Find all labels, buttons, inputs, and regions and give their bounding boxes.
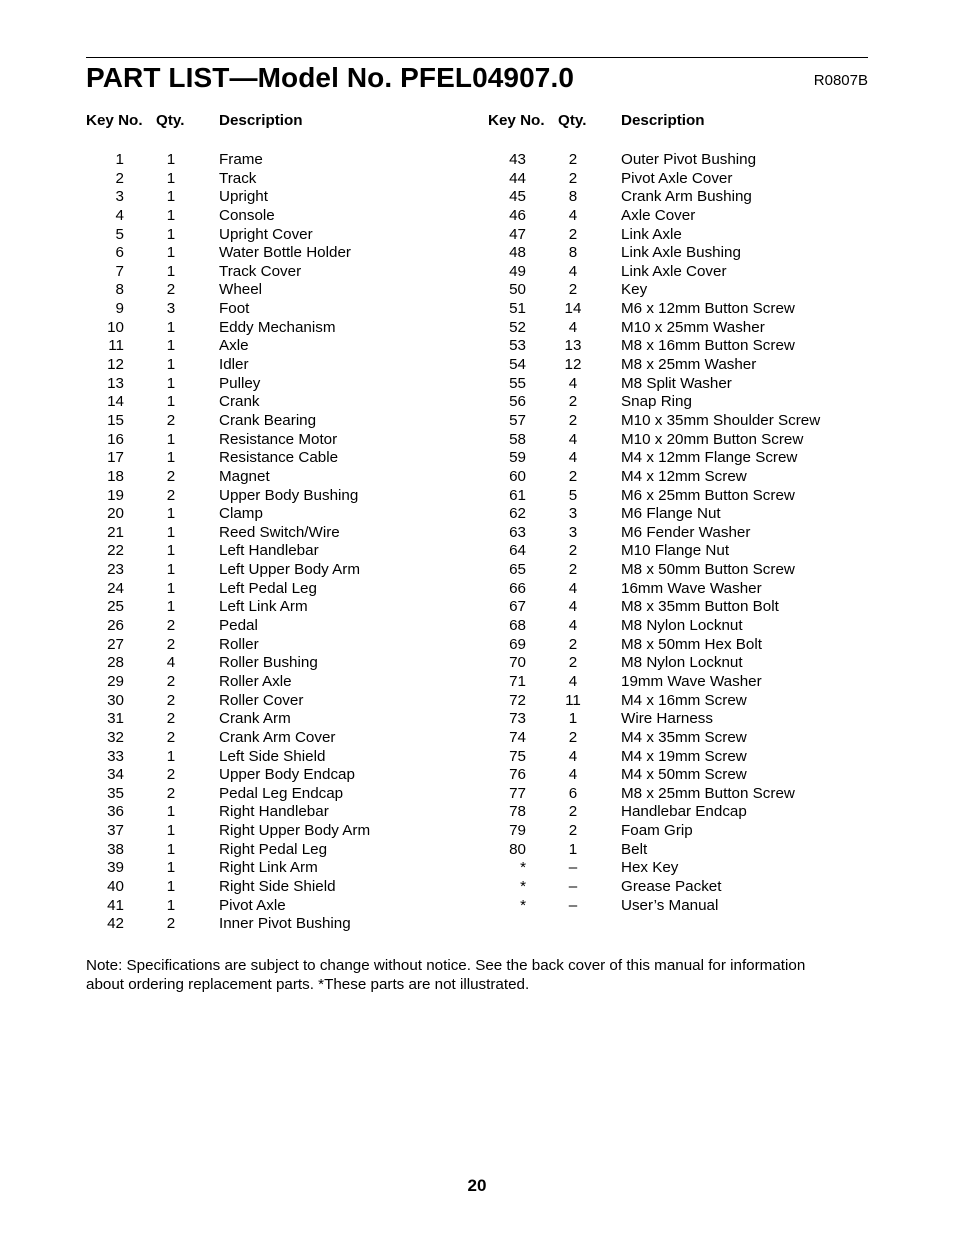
part-key: 6: [115, 244, 124, 262]
part-key: 62: [509, 505, 526, 523]
part-description: M8 x 35mm Button Bolt: [621, 598, 779, 616]
part-qty: 2: [568, 281, 578, 299]
part-key: 35: [107, 784, 124, 802]
part-qty: 2: [166, 691, 176, 709]
part-description: M4 x 12mm Flange Screw: [621, 449, 798, 467]
part-key: 65: [509, 561, 526, 579]
part-description: Inner Pivot Bushing: [219, 915, 351, 933]
part-key: 56: [509, 393, 526, 411]
part-description: Upper Body Bushing: [219, 486, 359, 504]
description-header: Description: [621, 112, 705, 129]
part-qty: 2: [166, 635, 176, 653]
part-key: 11: [108, 337, 124, 355]
page-number: 20: [467, 1176, 487, 1195]
part-description: Crank Arm Bushing: [621, 188, 752, 206]
part-description: Wire Harness: [621, 710, 713, 728]
part-description: Grease Packet: [621, 877, 722, 895]
part-qty: 4: [568, 449, 578, 467]
part-key: 54: [509, 356, 526, 374]
part-key: 44: [509, 169, 526, 187]
part-qty: 4: [166, 654, 176, 672]
part-qty: 1: [166, 896, 176, 914]
part-qty: 1: [166, 877, 176, 895]
part-qty: 4: [568, 579, 578, 597]
part-description: Pivot Axle Cover: [621, 169, 733, 187]
part-qty: 2: [166, 617, 176, 635]
part-qty: 1: [166, 188, 176, 206]
part-description: Left Pedal Leg: [219, 579, 317, 597]
top-rule: [86, 57, 868, 58]
part-qty: 3: [568, 505, 578, 523]
part-description: M8 Nylon Locknut: [621, 617, 743, 635]
part-qty: 2: [166, 411, 176, 429]
part-description: Track Cover: [219, 262, 302, 280]
part-key: 12: [107, 356, 124, 374]
part-description: Crank: [219, 393, 260, 411]
part-qty: 1: [166, 206, 176, 224]
part-description: M10 x 20mm Button Screw: [621, 430, 804, 448]
part-key: 38: [107, 840, 124, 858]
part-description: M4 x 50mm Screw: [621, 766, 747, 784]
part-qty: 2: [568, 822, 578, 840]
part-key: 75: [509, 747, 526, 765]
part-description: M6 Fender Washer: [621, 523, 751, 541]
part-description: Outer Pivot Bushing: [621, 151, 757, 168]
part-qty: 2: [166, 281, 176, 299]
part-description: Upper Body Endcap: [219, 766, 355, 784]
part-qty: 2: [568, 542, 578, 560]
part-qty: 2: [166, 672, 176, 690]
part-qty: 1: [166, 822, 176, 840]
part-description: Upright: [219, 188, 268, 206]
part-description: M4 x 19mm Screw: [621, 747, 747, 765]
part-description: Console: [219, 206, 275, 224]
part-qty: 4: [568, 206, 578, 224]
part-key: 23: [107, 561, 124, 579]
part-description: Handlebar Endcap: [621, 803, 747, 821]
part-key: *: [520, 877, 526, 895]
part-description: Hex Key: [621, 859, 679, 877]
part-description: M10 Flange Nut: [621, 542, 730, 560]
part-qty: 1: [166, 244, 176, 262]
part-key: 48: [509, 244, 526, 262]
part-qty: 4: [568, 262, 578, 280]
part-qty: 5: [568, 486, 578, 504]
part-qty: 4: [568, 672, 578, 690]
part-key: 16: [107, 430, 124, 448]
part-key: 5: [115, 225, 124, 243]
part-key: 71: [509, 672, 526, 690]
part-qty: 8: [568, 244, 578, 262]
part-description: Roller Axle: [219, 672, 292, 690]
part-description: M4 x 12mm Screw: [621, 467, 747, 485]
part-qty: 4: [568, 318, 578, 336]
part-description: Link Axle Bushing: [621, 244, 741, 262]
part-qty: 2: [568, 728, 578, 746]
part-description: 19mm Wave Washer: [621, 672, 762, 690]
part-qty: 2: [568, 393, 578, 411]
qty-header: Qty.: [558, 112, 587, 129]
part-qty: 3: [568, 523, 578, 541]
part-description: M6 Flange Nut: [621, 505, 721, 523]
part-description: Pedal: [219, 617, 258, 635]
part-key: 67: [509, 598, 526, 616]
part-description: Link Axle: [621, 225, 682, 243]
part-description: Clamp: [219, 505, 263, 523]
part-description: Resistance Motor: [219, 430, 338, 448]
part-qty: 12: [564, 356, 582, 374]
key-header: Key No.: [488, 112, 545, 129]
part-qty: 2: [166, 467, 176, 485]
part-key: 59: [509, 449, 526, 467]
part-key: 61: [509, 486, 526, 504]
part-key: 10: [107, 318, 124, 336]
part-qty: 1: [166, 542, 176, 560]
part-description: Wheel: [219, 281, 263, 299]
part-description: Right Upper Body Arm: [219, 822, 371, 840]
part-key: 76: [509, 766, 526, 784]
part-qty: 2: [166, 784, 176, 802]
part-qty: 1: [166, 318, 176, 336]
qty-header: Qty.: [156, 112, 185, 129]
part-key: 18: [107, 467, 124, 485]
part-description: Crank Bearing: [219, 411, 317, 429]
part-qty: 1: [166, 262, 176, 280]
part-description: Left Upper Body Arm: [219, 561, 360, 579]
part-key: 58: [509, 430, 526, 448]
part-key: 39: [107, 859, 124, 877]
part-qty: 1: [568, 840, 578, 858]
part-qty: 6: [568, 784, 578, 802]
part-key: 60: [509, 467, 526, 485]
part-description: Reed Switch/Wire: [219, 523, 340, 541]
part-key: 20: [107, 505, 124, 523]
part-description: Crank Arm Cover: [219, 728, 336, 746]
part-key: 57: [509, 411, 526, 429]
part-description: Pedal Leg Endcap: [219, 784, 344, 802]
part-description: Belt: [621, 840, 648, 858]
part-key: 31: [107, 710, 124, 728]
part-key: 80: [509, 840, 526, 858]
part-key: 29: [107, 672, 124, 690]
part-qty: 1: [166, 430, 176, 448]
part-key: *: [520, 896, 526, 914]
part-qty: –: [568, 859, 578, 877]
part-description: Pivot Axle: [219, 896, 286, 914]
part-key: 27: [107, 635, 124, 653]
part-key: 17: [107, 449, 124, 467]
part-key: 25: [107, 598, 124, 616]
part-key: 15: [107, 411, 124, 429]
part-qty: 1: [166, 356, 176, 374]
key-header: Key No.: [86, 112, 143, 129]
part-key: 22: [107, 542, 124, 560]
part-description: Link Axle Cover: [621, 262, 727, 280]
part-qty: 2: [568, 654, 578, 672]
part-description: 16mm Wave Washer: [621, 579, 762, 597]
part-qty: 4: [568, 598, 578, 616]
part-key: 49: [509, 262, 526, 280]
part-qty: 4: [568, 766, 578, 784]
part-qty: 1: [166, 579, 176, 597]
part-key: 53: [509, 337, 526, 355]
note-text: Note: Specifications are subject to change without notice. See the back cover of this manual for information about ordering replacement parts. *These parts are not illustrated.: [86, 957, 806, 993]
part-description: Right Link Arm: [219, 859, 318, 877]
part-description: M4 x 16mm Screw: [621, 691, 747, 709]
part-qty: 2: [166, 710, 176, 728]
part-qty: 2: [568, 411, 578, 429]
part-key: 4: [115, 206, 124, 224]
part-key: 43: [509, 151, 526, 168]
part-description: M10 x 25mm Washer: [621, 318, 765, 336]
part-qty: 2: [568, 803, 578, 821]
part-key: 72: [509, 691, 526, 709]
part-key: 26: [107, 617, 124, 635]
part-description: Frame: [219, 151, 263, 168]
part-qty: 1: [166, 151, 176, 168]
part-description: M8 Split Washer: [621, 374, 732, 392]
part-key: 68: [509, 617, 526, 635]
part-description: Right Pedal Leg: [219, 840, 328, 858]
part-key: 40: [107, 877, 124, 895]
part-qty: 4: [568, 617, 578, 635]
part-qty: 4: [568, 430, 578, 448]
part-qty: 1: [166, 337, 176, 355]
part-description: Roller: [219, 635, 259, 653]
part-key: 14: [107, 393, 124, 411]
part-key: 36: [107, 803, 124, 821]
part-qty: 1: [166, 393, 176, 411]
part-description: Idler: [219, 356, 249, 374]
part-description: M4 x 35mm Screw: [621, 728, 747, 746]
part-qty: 1: [166, 859, 176, 877]
part-qty: 13: [564, 337, 582, 355]
part-key: 33: [107, 747, 124, 765]
part-key: 78: [509, 803, 526, 821]
part-key: 7: [115, 262, 124, 280]
part-description: Resistance Cable: [219, 449, 339, 467]
part-key: 13: [107, 374, 124, 392]
part-description: Right Side Shield: [219, 877, 336, 895]
part-key: 52: [509, 318, 526, 336]
part-qty: 1: [166, 169, 176, 187]
part-qty: 2: [568, 561, 578, 579]
part-description: Crank Arm: [219, 710, 291, 728]
part-key: 41: [107, 896, 124, 914]
part-key: 34: [107, 766, 124, 784]
document-code: R0807B: [813, 72, 868, 89]
part-qty: 1: [166, 561, 176, 579]
part-qty: 2: [568, 151, 578, 168]
part-description: Snap Ring: [621, 393, 692, 411]
part-description: Key: [621, 281, 648, 299]
part-qty: 2: [166, 766, 176, 784]
part-qty: 14: [564, 300, 582, 318]
part-qty: 1: [166, 598, 176, 616]
part-qty: –: [568, 896, 578, 914]
part-qty: 8: [568, 188, 578, 206]
part-key: 50: [509, 281, 526, 299]
part-qty: 1: [166, 523, 176, 541]
part-qty: 2: [166, 728, 176, 746]
part-description: Eddy Mechanism: [219, 318, 336, 336]
part-qty: 1: [568, 710, 578, 728]
part-key: 30: [107, 691, 124, 709]
part-key: 19: [107, 486, 124, 504]
part-key: 8: [115, 281, 124, 299]
part-key: 74: [509, 728, 526, 746]
part-key: 66: [509, 579, 526, 597]
part-key: 73: [509, 710, 526, 728]
part-key: 24: [107, 579, 124, 597]
part-description: Roller Bushing: [219, 654, 318, 672]
part-qty: 4: [568, 747, 578, 765]
part-qty: 2: [568, 635, 578, 653]
part-key: 2: [115, 169, 124, 187]
part-description: Left Handlebar: [219, 542, 319, 560]
part-description: Track: [219, 169, 257, 187]
part-description: Roller Cover: [219, 691, 304, 709]
part-description: Axle Cover: [621, 206, 696, 224]
part-key: 63: [509, 523, 526, 541]
part-key: 79: [509, 822, 526, 840]
part-description: Left Link Arm: [219, 598, 308, 616]
part-description: M8 x 16mm Button Screw: [621, 337, 795, 355]
part-description: M8 x 25mm Button Screw: [621, 784, 795, 802]
part-description: Foam Grip: [621, 822, 693, 840]
part-description: M8 x 25mm Washer: [621, 356, 757, 374]
part-key: 28: [107, 654, 124, 672]
part-key: 46: [509, 206, 526, 224]
part-qty: 11: [565, 691, 581, 709]
part-key: 45: [509, 188, 526, 206]
part-description: Right Handlebar: [219, 803, 329, 821]
part-key: 21: [107, 523, 124, 541]
part-key: 64: [509, 542, 526, 560]
part-qty: 2: [568, 467, 578, 485]
part-description: Axle: [219, 337, 249, 355]
part-qty: –: [568, 877, 578, 895]
part-qty: 2: [568, 169, 578, 187]
part-description: Magnet: [219, 467, 270, 485]
part-key: *: [520, 859, 526, 877]
part-key: 37: [107, 822, 124, 840]
part-description: User’s Manual: [621, 896, 719, 914]
part-description: Left Side Shield: [219, 747, 326, 765]
part-description: M6 x 25mm Button Screw: [621, 486, 795, 504]
part-qty: 1: [166, 225, 176, 243]
part-qty: 4: [568, 374, 578, 392]
part-description: Pulley: [219, 374, 261, 392]
part-qty: 2: [166, 486, 176, 504]
part-qty: 1: [166, 803, 176, 821]
part-key: 1: [115, 151, 124, 168]
part-qty: 1: [166, 374, 176, 392]
page-title: PART LIST—Model No. PFEL04907.0: [86, 62, 575, 93]
part-description: M8 x 50mm Button Screw: [621, 561, 795, 579]
part-qty: 2: [166, 915, 176, 933]
part-key: 55: [509, 374, 526, 392]
part-qty: 1: [166, 747, 176, 765]
part-key: 51: [509, 300, 526, 318]
part-description: Upright Cover: [219, 225, 313, 243]
part-key: 69: [509, 635, 526, 653]
part-description: Water Bottle Holder: [219, 244, 351, 262]
part-key: 3: [115, 188, 124, 206]
part-description: Foot: [219, 300, 250, 318]
part-key: 70: [509, 654, 526, 672]
part-key: 9: [115, 300, 124, 318]
description-header: Description: [219, 112, 303, 129]
part-description: M8 Nylon Locknut: [621, 654, 743, 672]
part-key: 77: [509, 784, 526, 802]
part-key: 42: [107, 915, 124, 933]
part-qty: 1: [166, 505, 176, 523]
part-qty: 2: [568, 225, 578, 243]
part-description: M8 x 50mm Hex Bolt: [621, 635, 762, 653]
part-key: 32: [107, 728, 124, 746]
part-qty: 1: [166, 449, 176, 467]
part-key: 47: [509, 225, 526, 243]
part-qty: 1: [166, 840, 176, 858]
part-qty: 3: [166, 300, 176, 318]
part-description: M6 x 12mm Button Screw: [621, 300, 795, 318]
part-description: M10 x 35mm Shoulder Screw: [621, 411, 821, 429]
